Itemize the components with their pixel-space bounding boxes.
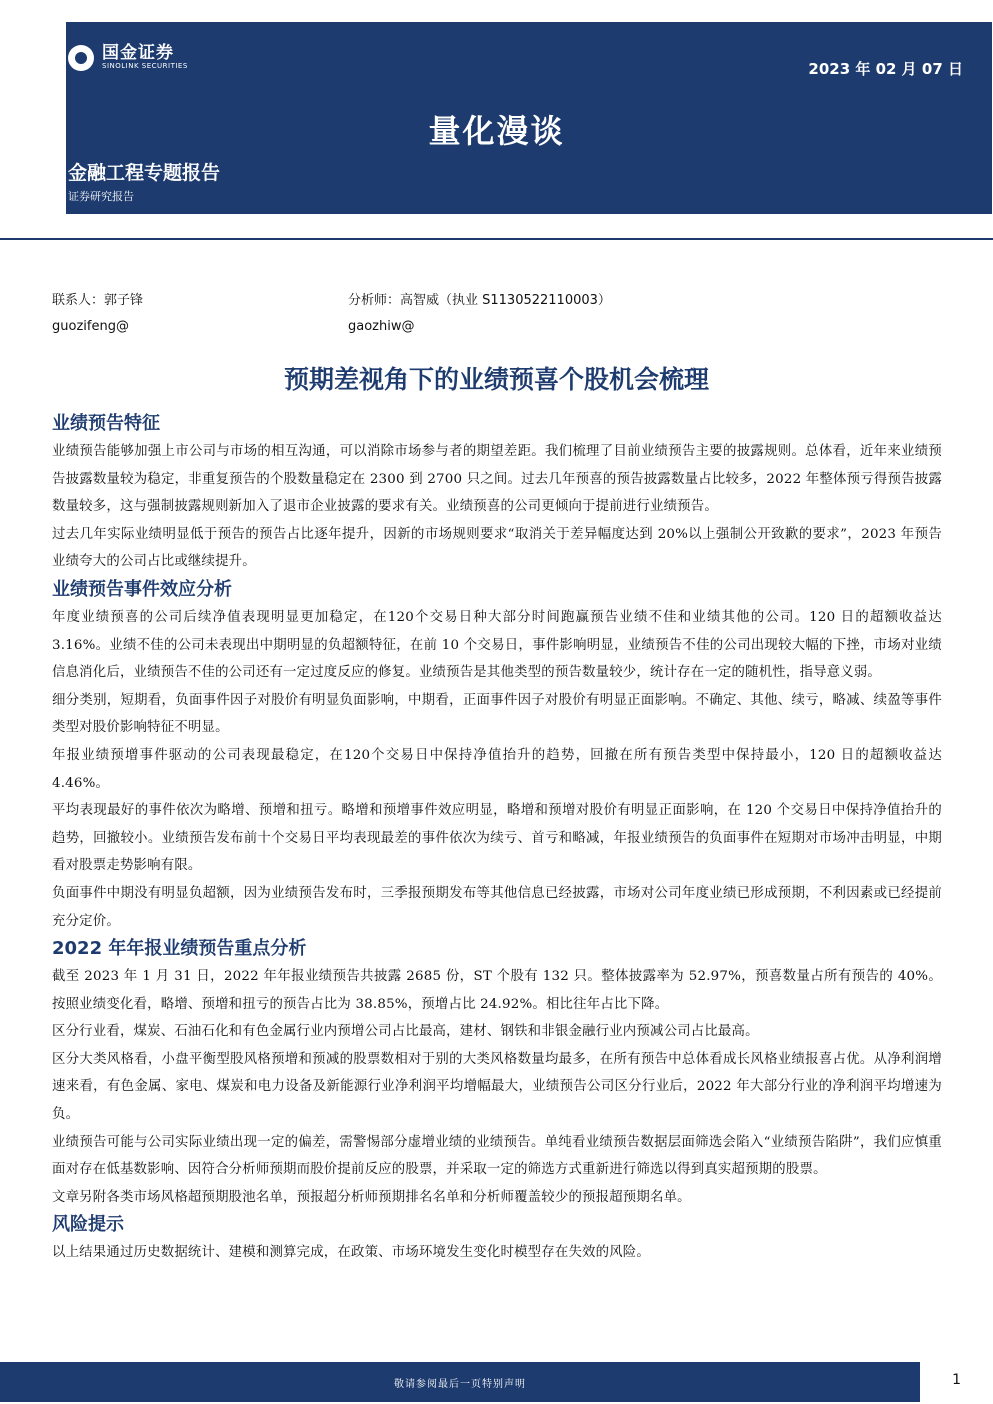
report-category: 证券研究报告 <box>68 190 134 203</box>
paragraph: 文章另附各类市场风格超预期股池名单，预报超分析师预期排名名单和分析师覆盖较少的预报超预期名单。 <box>52 1189 691 1205</box>
section-heading: 风险提示 <box>52 1214 124 1236</box>
company-logo <box>68 44 188 71</box>
section-heading: 业绩预告特征 <box>52 413 160 434</box>
paragraph: 以上结果通过历史数据统计、建模和测算完成，在政策、市场环境发生变化时模型存在失效的风险。 <box>52 1245 650 1261</box>
paragraph: 细分类别，短期看，负面事件因子对股价有明显负面影响，中期看，正面事件因子对股价有明显正面影响。不确定、其他、续亏，略减、续盈等事件类型对股价影响特征不明显。 <box>52 692 942 736</box>
paragraph: 业绩预告可能与公司实际业绩出现一定的偏差，需警惕部分虚增业绩的业绩预告。单纯看业绩预告数据层面筛选会陷入“业绩预告陷阱”，我们应慎重面对存在低基数影响、因符合分析师预期而股价提前反应的股票，并采取一定的筛选方式重新进行筛选以得到真实超预期的股票。 <box>52 1134 942 1178</box>
section-heading: 2022 年年报业绩预告重点分析 <box>52 938 307 960</box>
paragraph: 平均表现最好的事件依次为略增、预增和扭亏。略增和预增事件效应明显，略增和预增对股价有明显正面影响，在 120 个交易日中保持净值抬升的趋势，回撤较小。业绩预告发布前十个交易日平均表现最差的事件依次为续亏、首亏和略减，年报业绩预告的负面事件在短期对市场冲击明显，中期看对股票走势影响有限。 <box>52 803 942 874</box>
paragraph: 负面事件中期没有明显负超额，因为业绩预告发布时，三季报预期发布等其他信息已经披露，市场对公司年度业绩已形成预期，不利因素或已经提前充分定价。 <box>52 885 942 929</box>
report-body <box>52 410 942 1267</box>
document-title: 预期差视角下的业绩预喜个股机会梳理 <box>283 365 709 394</box>
header-divider <box>0 238 993 240</box>
logo-name-en: SINOLINK SECURITIES <box>102 62 188 70</box>
paragraph: 年报业绩预增事件驱动的公司表现最稳定，在120个交易日中保持净值抬升的趋势，回撤在所有预告类型中保持最小，120 日的超额收益达 4.46%。 <box>52 747 942 791</box>
analyst-email: gaozhiw@ <box>348 318 415 334</box>
disclaimer-notice: 敬请参阅最后一页特别声明 <box>394 1378 526 1390</box>
paragraph: 业绩预告能够加强上市公司与市场的相互沟通，可以消除市场参与者的期望差距。我们梳理了目前业绩预告主要的披露规则。总体看，近年来业绩预告披露数量较为稳定，非重复预告的个股数量稳定在 2300 到 2700 只之间。过去几年预喜的预告披露数量占比较多，2022 年整体预亏得预告披露数量较多，这与强制披露规则新加入了退市企业披露的要求有关。业绩预喜的公司更倾向于提前进行业绩预告。 <box>52 444 942 515</box>
footer-bar <box>0 1362 920 1402</box>
page-number: 1 <box>952 1372 961 1388</box>
logo-circle-icon <box>68 45 94 71</box>
paragraph: 区分行业看，煤炭、石油石化和有色金属行业内预增公司占比最高，建材、钢铁和非银金融行业内预减公司占比最高。 <box>52 1024 759 1040</box>
section-heading: 业绩预告事件效应分析 <box>52 578 232 600</box>
series-title: 量化漫谈 <box>428 112 565 150</box>
analyst-name: 分析师：高智威（执业 S1130522110003） <box>348 292 611 308</box>
report-type: 金融工程专题报告 <box>68 162 221 184</box>
logo-name-cn: 国金证券 <box>102 43 174 63</box>
contact-person: 联系人：郭子锋 <box>52 292 144 308</box>
paragraph: 年度业绩预喜的公司后续净值表现明显更加稳定，在120个交易日种大部分时间跑赢预告业绩不佳和业绩其他的公司。120 日的超额收益达 3.16%。业绩不佳的公司未表现出中期明显的负超额特征，在前 10 个交易日，事件影响明显，业绩预告不佳的公司出现较大幅的下挫，市场对业绩信息消化后，业绩预告不佳的公司还有一定过度反应的修复。业绩预告是其他类型的预告数量较少，统计存在一定的随机性，指导意义弱。 <box>52 609 942 681</box>
paragraph: 区分大类风格看，小盘平衡型股风格预增和预减的股票数相对于别的大类风格数量均最多，在所有预告中总体看成长风格业绩报喜占优。从净利润增速来看，有色金属、家电、煤炭和电力设备及新能源行业净利润平均增幅最大，业绩预告公司区分行业后，2022 年大部分行业的净利润平均增速为负。 <box>52 1051 942 1123</box>
contacts-block <box>52 284 952 340</box>
contact-email: guozifeng@ <box>52 318 129 334</box>
report-date: 2023 年 02 月 07 日 <box>808 60 963 78</box>
paragraph: 截至 2023 年 1 月 31 日，2022 年年报业绩预告共披露 2685 份，ST 个股有 132 只。整体披露率为 52.97%，预喜数量占所有预告的 40%。按照业绩变化看，略增、预增和扭亏的预告占比为 38.85%，预增占比 24.92%。相比往年占比下降。 <box>52 969 942 1012</box>
paragraph: 过去几年实际业绩明显低于预告的预告占比逐年提升，因新的市场规则要求“取消关于差异幅度达到 20%以上强制公开致歉的要求”，2023 年预告业绩夸大的公司占比或继续提升。 <box>52 526 942 570</box>
